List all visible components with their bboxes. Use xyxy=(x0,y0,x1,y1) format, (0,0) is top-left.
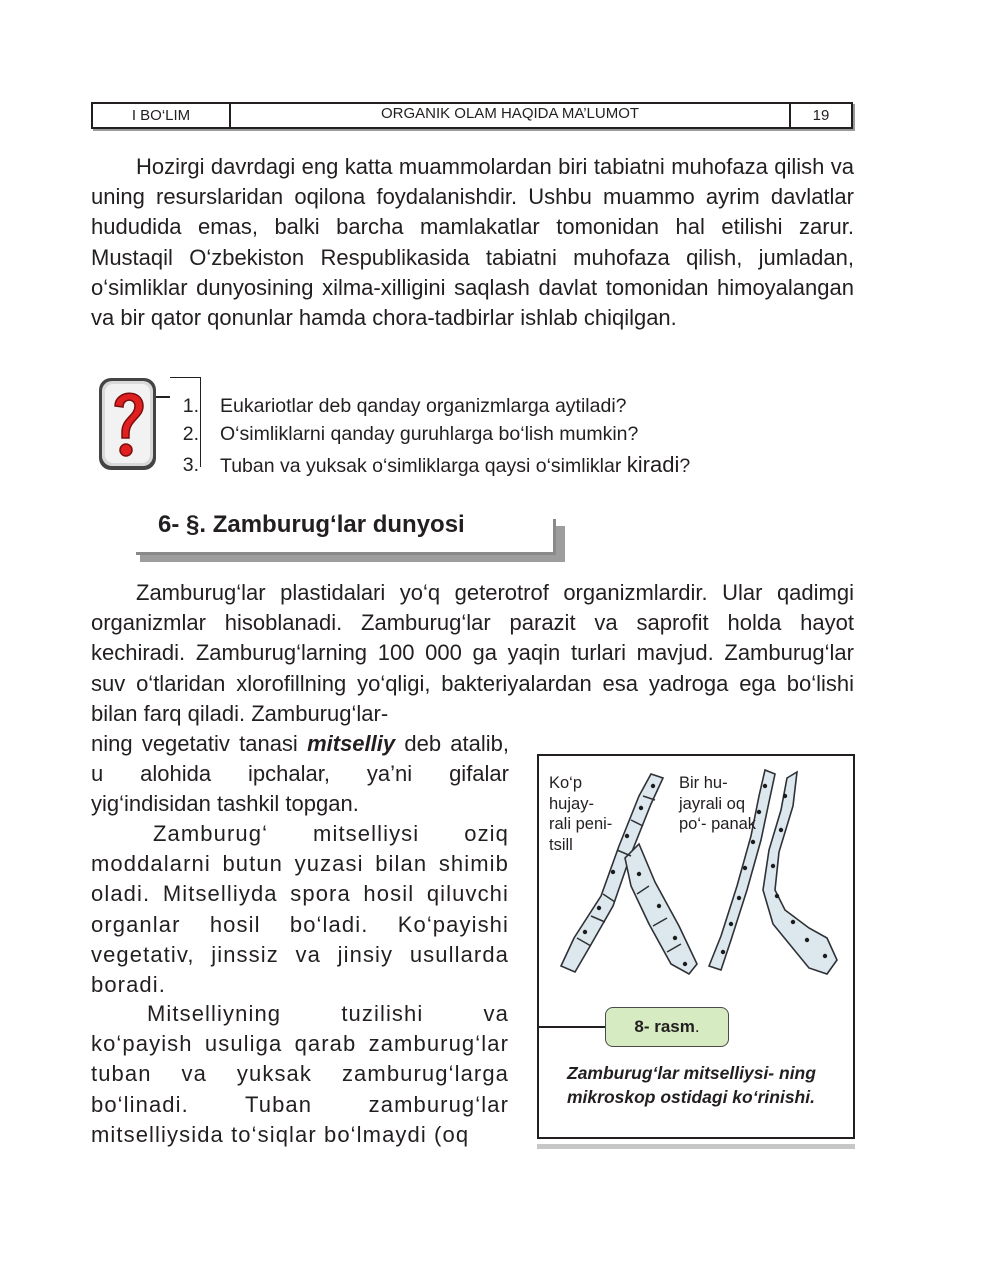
body-paragraph-2 xyxy=(91,729,509,820)
body-paragraph-3: Zamburug‘ mitselliysi oziq moddalarni butun yuzasi bilan shimib oladi. Mitselliyda spora hosil qiluvchi organlar hosil bo‘ladi. Ko‘payishi vegetativ, jinssiz va jinsiy usullarda boradi. xyxy=(91,821,509,998)
septate-hypha-right xyxy=(625,844,697,974)
figure-number-badge xyxy=(605,1007,729,1047)
question-item xyxy=(171,420,831,448)
question-item xyxy=(171,448,831,482)
question-text-end: kiradi xyxy=(626,452,680,477)
question-number: 1. xyxy=(182,394,199,417)
figure-number-suffix: . xyxy=(694,1017,700,1036)
term-mitselliy: mitselliy xyxy=(307,731,396,756)
aseptate-hypha-right xyxy=(763,772,837,974)
figure-caption: Zamburug‘lar mitselliysi- ning mikroskop ostidagi ko‘rinishi. xyxy=(567,1063,816,1107)
header-part: I BO‘LIM xyxy=(93,104,231,127)
section-title: 6- §. Zamburug‘lar dunyosi xyxy=(158,511,465,538)
page-number: 19 xyxy=(812,107,830,124)
paragraph-text: deb atalib, u alohida ipchalar, ya’ni gifalar yig‘indisidan tashkil topgan. xyxy=(91,731,509,817)
figure-shadow-bar xyxy=(537,1144,855,1149)
body-paragraph-1: Zamburug‘lar plastidalari yo‘q geterotrof organizmlardir. Ular qadimgi organizmlar hisoblanadi. Zamburug‘lar parazit va saprofit holda hayot kechiradi. Zamburug‘larning 100 000 ga yaqin turlari mavjud. Zamburug‘lar suv o‘tlaridan xlorofillning yo‘qligi, bakteriyalardan esa yadroga ega bo‘lishi bilan farq qiladi. Zamburug‘lar- xyxy=(91,580,854,726)
figure-number: 8- rasm xyxy=(634,1017,695,1036)
question-text: O‘simliklarni qanday guruhlarga bo‘lish mumkin? xyxy=(220,422,639,445)
question-text-main: Tuban va yuksak o‘simliklarga qaysi o‘simliklar xyxy=(220,455,622,477)
question-number: 2. xyxy=(182,422,199,445)
paragraph-text: ning vegetativ tanasi xyxy=(91,731,298,756)
question-item xyxy=(171,392,831,420)
figure-label-right: Bir hu- jayrali oq po‘- panak xyxy=(679,774,757,833)
running-header xyxy=(91,102,853,129)
figure-pointer-line xyxy=(539,1026,605,1028)
body-paragraph-4: Mitselliyning tuzilishi va ko‘payish usuliga qarab zamburug‘lar tuban va yuksak zamburug‘larga bo‘linadi. Tuban zamburug‘lar mitselliysida to‘siqlar bo‘lmaydi (oq xyxy=(91,1001,509,1147)
figure-8 xyxy=(537,754,855,1139)
question-mark-icon xyxy=(97,376,159,472)
question-suffix: ? xyxy=(679,455,691,477)
question-list xyxy=(171,392,831,482)
intro-paragraph: Hozirgi davrdagi eng katta muammolardan biri tabiatni muhofaza qilish va uning resurslaridan oqilona foydalanishdir. Ushbu muammo ayrim davlatlar hududida emas, balki barcha mamlakatlar tomonidan hal etilishi zarur. Mustaqil O‘zbekiston Respublikasida tabiatni muhofaza qilish, jumladan, o‘simliklar dunyosining xilma-xilligini saqlash davlat tomonidan himoyalangan va bir qator qonunlar hamda chora-tadbirlar ishlab chiqilgan. xyxy=(91,154,854,331)
figure-label-left: Ko‘p hujay- rali peni- tsill xyxy=(549,774,613,854)
header-title: ORGANIK OLAM HAQIDA MA’LUMOT xyxy=(231,104,791,127)
question-text: Eukariotlar deb qanday organizmlarga aytiladi? xyxy=(220,394,627,417)
question-text xyxy=(220,452,690,478)
question-number: 3. xyxy=(182,453,199,476)
